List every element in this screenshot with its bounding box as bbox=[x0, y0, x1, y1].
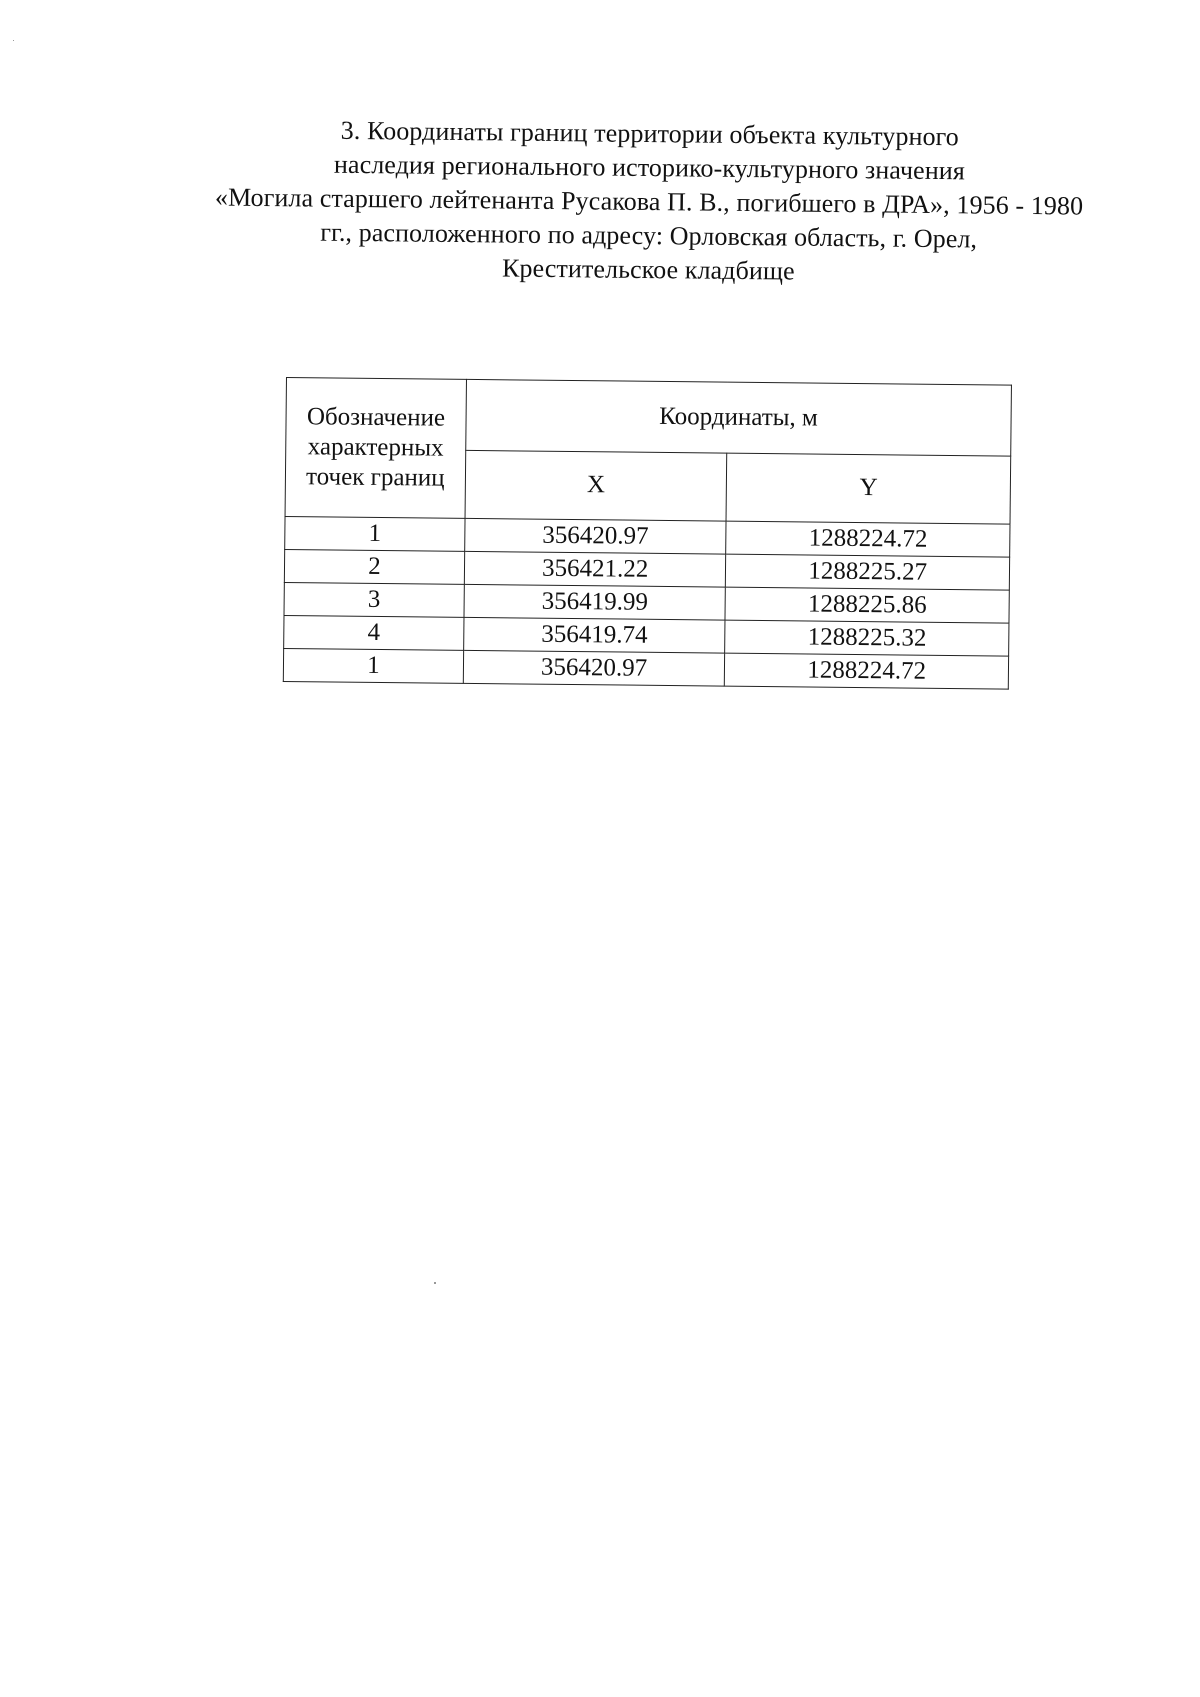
heading-line: наследия регионального историко-культурного значения bbox=[333, 149, 966, 186]
scan-speck bbox=[434, 1282, 436, 1284]
point-cell: 3 bbox=[284, 582, 464, 617]
scan-speck bbox=[13, 40, 14, 41]
x-cell: 356420.97 bbox=[465, 518, 727, 554]
heading-line: гг., расположенного по адресу: Орловская область, г. Орел, bbox=[320, 217, 978, 254]
x-cell: 356419.74 bbox=[464, 617, 726, 653]
point-cell: 2 bbox=[284, 549, 464, 584]
heading-line: «Могила старшего лейтенанта Русакова П. В., погибшего в ДРА», 1956 - 1980 bbox=[214, 182, 1084, 221]
point-cell: 1 bbox=[283, 648, 463, 683]
heading-line: 3. Координаты границ территории объекта культурного bbox=[340, 115, 960, 152]
point-cell: 1 bbox=[285, 516, 465, 551]
y-cell: 1288225.27 bbox=[726, 554, 1010, 590]
header-y: Y bbox=[726, 453, 1010, 524]
heading-line: Крестительское кладбище bbox=[501, 253, 795, 286]
y-cell: 1288225.86 bbox=[725, 587, 1009, 623]
coordinates-table bbox=[283, 377, 1012, 690]
x-cell: 356420.97 bbox=[463, 650, 725, 686]
point-cell: 4 bbox=[284, 615, 464, 650]
header-point-designation: Обозначение характерных точек границ bbox=[285, 378, 466, 519]
document-heading bbox=[168, 112, 1130, 292]
header-coordinates: Координаты, м bbox=[466, 379, 1012, 455]
y-cell: 1288224.72 bbox=[726, 521, 1010, 557]
header-x: X bbox=[465, 450, 727, 521]
table-row bbox=[283, 648, 1008, 689]
y-cell: 1288225.32 bbox=[725, 620, 1009, 656]
x-cell: 356421.22 bbox=[464, 551, 726, 587]
x-cell: 356419.99 bbox=[464, 584, 726, 620]
y-cell: 1288224.72 bbox=[725, 653, 1009, 689]
